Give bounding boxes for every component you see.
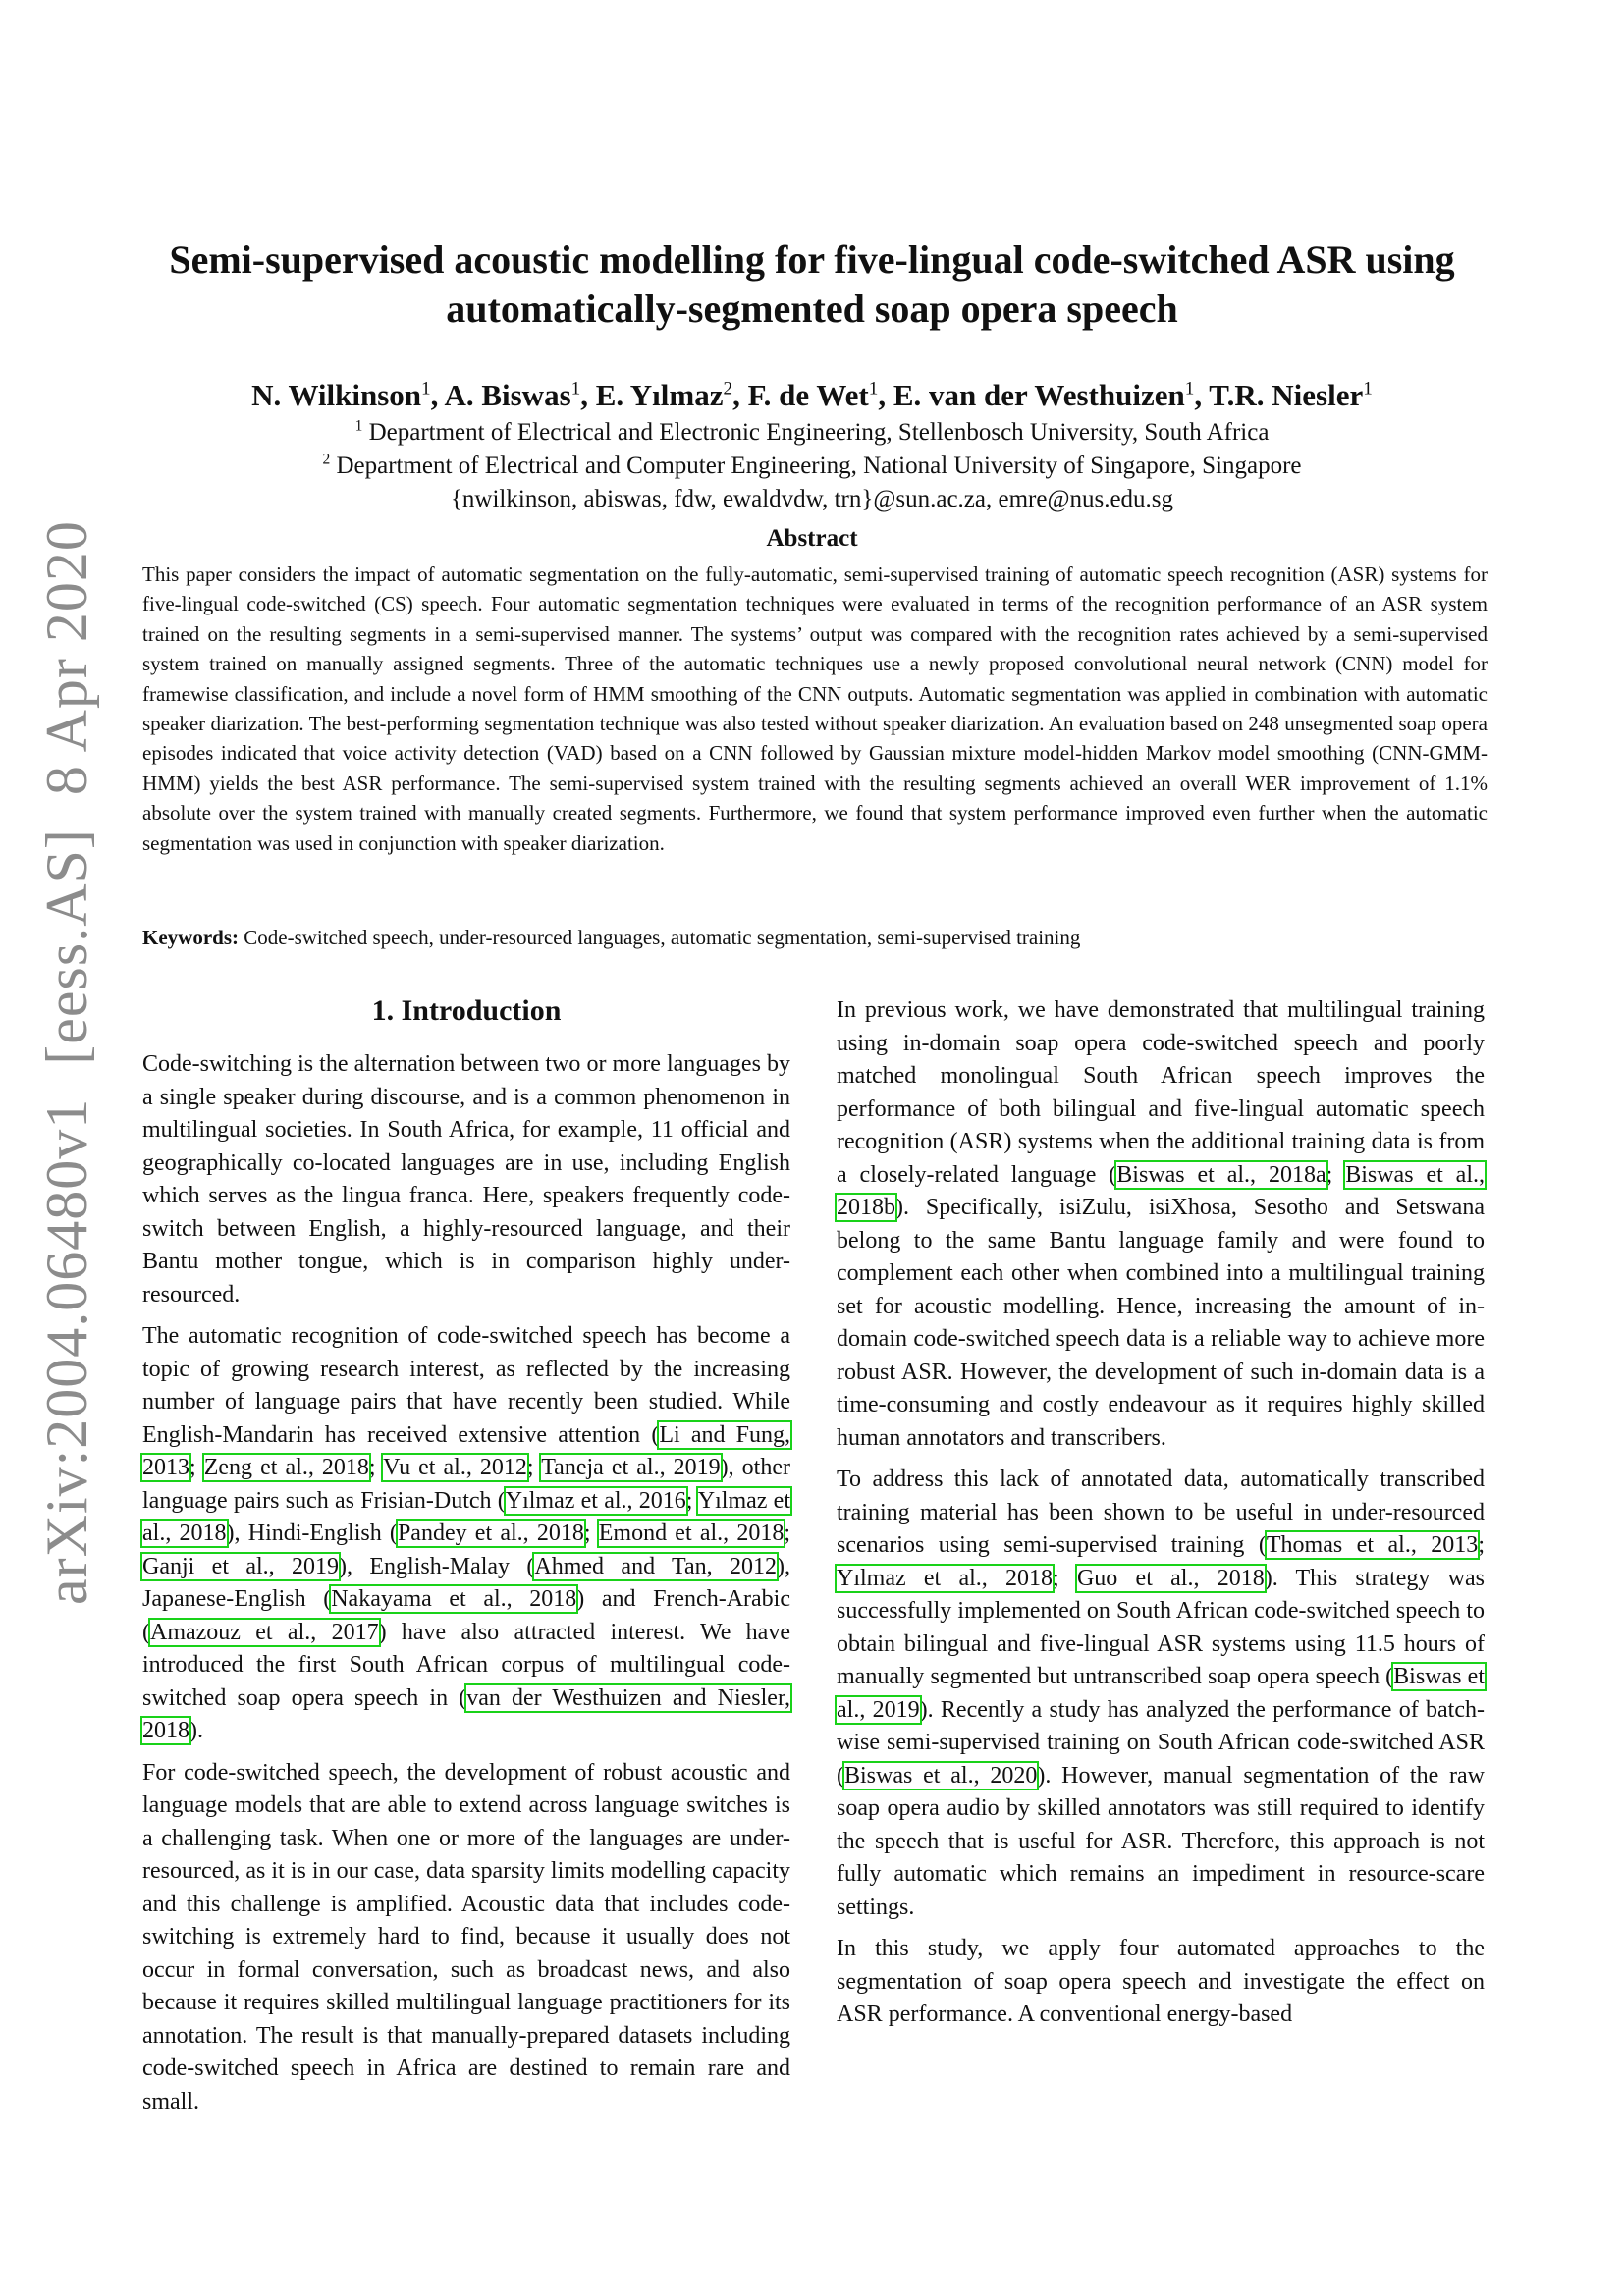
abstract-heading: Abstract — [766, 525, 858, 552]
affiliation-2 — [98, 453, 1526, 480]
author-affiliation-mark: 1 — [1184, 378, 1195, 400]
citation-link[interactable]: Nakayama et al., 2018 — [331, 1586, 577, 1612]
citation-link[interactable]: Ganji et al., 2019 — [142, 1553, 340, 1579]
citation-link[interactable]: Zeng et al., 2018 — [203, 1455, 369, 1480]
citation-link[interactable]: Li and Fung, 2013 — [142, 1421, 791, 1480]
arxiv-date: 8 Apr 2020 — [34, 520, 99, 796]
author-name: T.R. Niesler — [1209, 378, 1364, 412]
title-line-2: automatically-segmented soap opera speech — [446, 287, 1178, 331]
affiliation-number: 2 — [322, 451, 331, 468]
left-column — [142, 991, 790, 2127]
citation-link[interactable]: Biswas et al., 2020 — [844, 1762, 1038, 1789]
citation-link[interactable]: Yılmaz et al., 2016 — [505, 1487, 686, 1514]
citation-link[interactable]: Pandey et al., 2018 — [397, 1521, 584, 1546]
citation-link[interactable]: Yılmaz et al., 2018 — [142, 1487, 790, 1546]
citation-link[interactable]: van der Westhuizen and Niesler, 2018 — [142, 1684, 790, 1743]
citation-link[interactable]: Taneja et al., 2019 — [541, 1455, 721, 1480]
author-name: E. Yılmaz — [595, 378, 724, 412]
author-name: E. van der Westhuizen — [893, 378, 1185, 412]
citation-link[interactable]: Thomas et al., 2013 — [1266, 1532, 1479, 1558]
author-emails: {nwilkinson, abiswas, fdw, ewaldvdw, trn}@sun.ac.za, emre@nus.edu.sg — [450, 486, 1174, 512]
author-affiliation-mark: 1 — [570, 378, 581, 400]
affiliation-number: 1 — [354, 417, 363, 435]
citation-link[interactable]: Ahmed and Tan, 2012 — [534, 1553, 777, 1579]
citation-link[interactable]: Vu et al., 2012 — [383, 1455, 527, 1480]
paragraph: To address this lack of annotated data, automatically transcribed training material has been shown to be useful in under-resourced scenarios using semi-supervised training (Thomas et al., 2013; Yılmaz et al., 2018; Guo et al., 2018). This strategy was successfully implemented on South African code-switched speech to obtain bilingual and five-lingual ASR systems using 11.5 hours of manually segmented but untranscribed soap opera speech (Biswas et al., 2019). Recently a study has analyzed the performance of batch-wise semi-supervised training on South African code-switched ASR (Biswas et al., 2020). However, manual segmentation of the raw soap opera audio by skilled annotators was still required to identify the speech that is useful for ASR. Therefore, this approach is not fully automatic which remains an impediment in resource-scare settings. — [837, 1467, 1486, 1920]
citation-link[interactable]: Biswas et al., 2019 — [837, 1664, 1485, 1723]
citation-link[interactable]: Amazouz et al., 2017 — [150, 1619, 379, 1645]
author-name: A. Biswas — [444, 378, 571, 412]
paragraph: In previous work, we have demonstrated that multilingual training using in-domain soap opera code-switched speech and poorly matched monolingual South African speech improves the performance of both bilingual and five-lingual automatic speech recognition (ASR) systems when the additional training data is from a closely-related language (Biswas et al., 2018a; Biswas et al., 2018b). Specifically, isiZulu, isiXhosa, Sesotho and Setswana belong to the same Bantu language family and were found to complement each other when combined into a multilingual training set for acoustic modelling. Hence, increasing the amount of in-domain code-switched speech data is a reliable way to achieve more robust ASR. However, the development of such in-domain data is a time-consuming and costly endeavour as it requires highly skilled human annotators and transcribers. — [837, 997, 1485, 1451]
paragraph: For code-switched speech, the development of robust acoustic and language models that are able to extend across language switches is a challenging task. When one or more of the languages are under-resourced, as it is in our case, data sparsity limits modelling capacity and this challenge is amplified. Acoustic data that includes code-switching is extremely hard to find, because it usually does not occur in formal conversation, such as broadcast news, and also because it requires skilled multilingual language practitioners for its annotation. The result is that manually-prepared datasets including code-switched speech in Africa are destined to remain rare and small. — [142, 1759, 790, 2114]
paragraph: The automatic recognition of code-switched speech has become a topic of growing research interest, as reflected by the increasing number of language pairs that have recently been studied. While English-Mandarin has received extensive attention (Li and Fung, 2013; Zeng et al., 2018; Vu et al., 2012; Taneja et al., 2019), other language pairs such as Frisian-Dutch (Yılmaz et al., 2016; Yılmaz et al., 2018), Hindi-English (Pandey et al., 2018; Emond et al., 2018; Ganji et al., 2019), English-Malay (Ahmed and Tan, 2012), Japanese-English (Nakayama et al., 2018) and French-Arabic (Amazouz et al., 2017) have also attracted interest. We have introduced the first South African corpus of multilingual code-switched soap opera speech in (van der Westhuizen and Niesler, 2018). — [142, 1323, 791, 1743]
keywords-text: Code-switched speech, under-resourced languages, automatic segmentation, semi-supervised training — [244, 926, 1081, 949]
citation-link[interactable]: Biswas et al., 2018b — [837, 1161, 1485, 1220]
author-name: F. de Wet — [747, 378, 869, 412]
right-column — [837, 994, 1485, 2041]
citation-link[interactable]: Biswas et al., 2018a — [1116, 1161, 1326, 1188]
author-affiliation-mark: 2 — [723, 378, 733, 400]
affiliation-text: Department of Electrical and Computer Engineering, National University of Singapore, Singapore — [336, 453, 1302, 479]
keywords — [142, 923, 1488, 952]
arxiv-side-stamp — [34, 487, 99, 1605]
paper-title — [98, 236, 1526, 334]
author-name: N. Wilkinson — [251, 378, 422, 412]
citation-link[interactable]: Yılmaz et al., 2018 — [837, 1565, 1054, 1591]
affiliation-text: Department of Electrical and Electronic Engineering, Stellenbosch University, South Africa — [368, 419, 1270, 446]
title-line-1: Semi-supervised acoustic modelling for five-lingual code-switched ASR using — [169, 238, 1455, 282]
author-affiliation-mark: 1 — [1363, 378, 1373, 400]
affiliation-1 — [98, 419, 1526, 447]
keywords-label: Keywords: — [142, 926, 239, 949]
section-heading: 1. Introduction — [371, 994, 562, 1027]
author-affiliation-mark: 1 — [868, 378, 879, 400]
abstract-text: This paper considers the impact of automatic segmentation on the fully-automatic, semi-supervised training of automatic speech recognition (ASR) systems for five-lingual code-switched (CS) speech. Four automatic segmentation techniques were evaluated in terms of the recognition performance of an ASR system trained on the resulting segments in a semi-supervised manner. The systems’ output was compared with the recognition rates achieved by a semi-supervised system trained on manually assigned segments. Three of the automatic techniques use a newly proposed convolutional neural network (CNN) model for framewise classification, and include a novel form of HMM smoothing of the CNN outputs. Automatic segmentation was applied in combination with automatic speaker diarization. The best-performing segmentation technique was also tested without speaker diarization. An evaluation based on 248 unsegmented soap opera episodes indicated that voice activity detection (VAD) based on a CNN followed by Gaussian mixture model-hidden Markov model smoothing (CNN-GMM-HMM) yields the best ASR performance. The semi-supervised system trained with the resulting segments achieved an overall WER improvement of 1.1% absolute over the system trained with manually created segments. Furthermore, we found that system performance improved even further when the automatic segmentation was used in conjunction with speaker diarization. — [142, 562, 1488, 855]
citation-link[interactable]: Guo et al., 2018 — [1076, 1565, 1265, 1591]
citation-link[interactable]: Emond et al., 2018 — [598, 1521, 785, 1546]
author-affiliation-mark: 1 — [421, 378, 431, 400]
paragraph: In this study, we apply four automated approaches to the segmentation of soap opera speech and investigate the effect on ASR performance. A conventional energy-based — [837, 1936, 1485, 2027]
author-list: N. Wilkinson$^1$, A. Biswas$^1$, E. Yılmaz$^2$, F. de Wet$^1$, E. van der Westhuizen$^1$, T.R. Niesler$^1$ — [251, 378, 1373, 412]
arxiv-id: arXiv:2004.06480v1 — [34, 1097, 99, 1605]
paragraph: Code-switching is the alternation between two or more languages by a single speaker during discourse, and is a common phenomenon in multilingual societies. In South Africa, for example, 11 official and geographically co-located languages are in use, including English which serves as the lingua franca. Here, speakers frequently code-switch between English, a highly-resourced language, and their Bantu mother tongue, which is in comparison highly under-resourced. — [142, 1051, 790, 1308]
arxiv-category: [eess.AS] — [34, 828, 99, 1065]
